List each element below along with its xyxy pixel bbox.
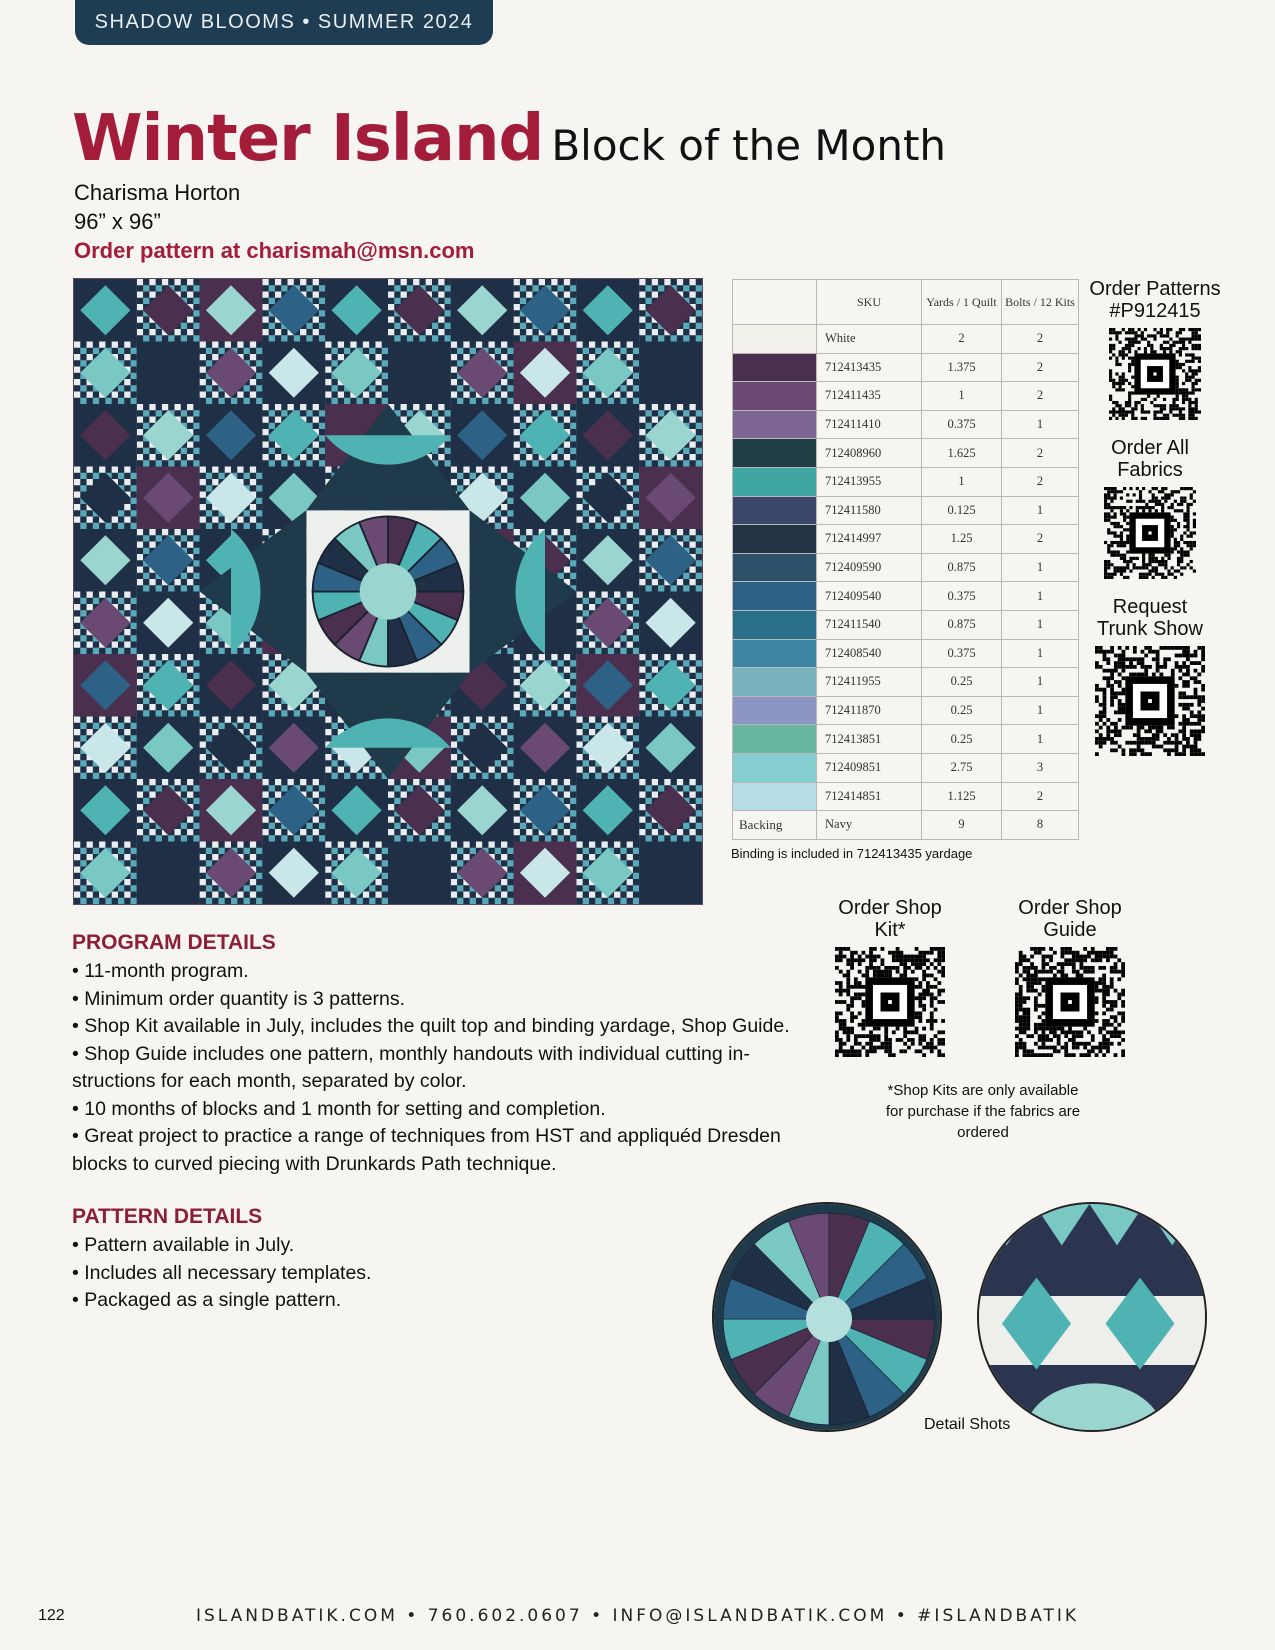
fabric-swatch (733, 439, 817, 468)
detail-shots-caption: Detail Shots (924, 1416, 1011, 1433)
sku-cell: 712411435 (817, 382, 922, 411)
order-fabrics-label: Order All Fabrics (1111, 437, 1189, 481)
bolts-cell: 2 (1002, 525, 1079, 554)
bolts-cell: 2 (1002, 467, 1079, 496)
sku-cell: 712413955 (817, 467, 922, 496)
fabric-swatch (733, 553, 817, 582)
fabric-swatch: Backing (733, 811, 817, 840)
fabric-swatch (733, 410, 817, 439)
table-row (733, 353, 1079, 382)
fabric-swatch (733, 582, 817, 611)
yards-cell: 1.25 (922, 525, 1002, 554)
bolts-cell: 1 (1002, 496, 1079, 525)
sku-cell: 712411955 (817, 668, 922, 697)
yards-cell: 1.125 (922, 782, 1002, 811)
yards-cell: 0.125 (922, 496, 1002, 525)
order-shop-guide-qr-block[interactable] (1000, 897, 1140, 1062)
yards-cell: 1 (922, 382, 1002, 411)
order-patterns-qr-icon[interactable] (1109, 328, 1201, 420)
sku-cell: 712408540 (817, 639, 922, 668)
program-details-list (72, 958, 792, 1178)
bolts-cell: 1 (1002, 553, 1079, 582)
sku-cell: 712414997 (817, 525, 922, 554)
bolts-cell: 2 (1002, 782, 1079, 811)
yards-cell: 0.25 (922, 696, 1002, 725)
list-item: • Pattern available in July. (72, 1234, 295, 1256)
detail-shot-blocks (977, 1202, 1207, 1432)
pattern-details-heading: PATTERN DETAILS (72, 1205, 263, 1228)
table-row (733, 610, 1079, 639)
table-row (733, 811, 1079, 840)
bolts-cell: 2 (1002, 439, 1079, 468)
page-title (72, 102, 946, 176)
table-row (733, 439, 1079, 468)
list-item: • 11-month program. (72, 960, 249, 982)
table-row (733, 467, 1079, 496)
sku-cell: 712411410 (817, 410, 922, 439)
order-shop-guide-label: Order Shop Guide (1018, 897, 1122, 941)
table-row (733, 582, 1079, 611)
order-email-link[interactable]: Order pattern at charismah@msn.com (74, 238, 475, 263)
bolts-cell: 1 (1002, 696, 1079, 725)
sku-cell: 712414851 (817, 782, 922, 811)
yards-cell: 0.25 (922, 668, 1002, 697)
fabric-swatch (733, 668, 817, 697)
bolts-cell: 3 (1002, 753, 1079, 782)
table-row (733, 725, 1079, 754)
list-item: • Packaged as a single pattern. (72, 1289, 342, 1311)
sku-cell: 712411580 (817, 496, 922, 525)
list-item: • Great project to practice a range of techniques from HST and appliquéd Dresden blocks to curved piecing with Drunkards Path technique. (72, 1125, 781, 1175)
sku-cell: White (817, 325, 922, 354)
fabric-swatch (733, 782, 817, 811)
order-fabrics-qr-block[interactable] (1095, 437, 1205, 584)
designer-info (74, 178, 474, 265)
table-row (733, 668, 1079, 697)
yards-cell: 0.25 (922, 725, 1002, 754)
yards-cell: 2.75 (922, 753, 1002, 782)
request-trunk-show-label: Request Trunk Show (1097, 596, 1203, 640)
table-row (733, 753, 1079, 782)
table-row (733, 639, 1079, 668)
yards-cell: 1.625 (922, 439, 1002, 468)
fabric-swatch (733, 610, 817, 639)
sku-cell: 712411870 (817, 696, 922, 725)
order-shop-kit-qr-block[interactable] (835, 897, 945, 1062)
list-item: • 10 months of blocks and 1 month for setting and completion. (72, 1097, 606, 1120)
page-number: 122 (38, 1607, 65, 1624)
order-shop-kit-qr-icon[interactable] (835, 947, 945, 1057)
designer-name: Charisma Horton (74, 180, 241, 205)
bolts-cell: 2 (1002, 353, 1079, 382)
fabric-swatch (733, 325, 817, 354)
fabric-swatch (733, 496, 817, 525)
table-header-row (733, 280, 1079, 325)
yards-cell: 0.375 (922, 582, 1002, 611)
table-row (733, 382, 1079, 411)
order-patterns-label: Order Patterns #P912415 (1089, 278, 1221, 322)
bolts-cell: 1 (1002, 582, 1079, 611)
bolts-cell: 2 (1002, 325, 1079, 354)
sku-cell: 712413851 (817, 725, 922, 754)
program-details-heading: PROGRAM DETAILS (72, 931, 276, 954)
fabric-swatch (733, 696, 817, 725)
yards-column-header: Yards / 1 Quilt (922, 280, 1002, 325)
fabric-swatch (733, 353, 817, 382)
table-row (733, 410, 1079, 439)
fabric-swatch (733, 467, 817, 496)
yards-cell: 2 (922, 325, 1002, 354)
yards-cell: 0.875 (922, 610, 1002, 639)
shop-kit-note: *Shop Kits are only available for purchase if the fabrics are ordered (885, 1082, 1081, 1141)
bolts-cell: 1 (1002, 639, 1079, 668)
bolts-cell: 1 (1002, 668, 1079, 697)
list-item: • Includes all necessary templates. (72, 1261, 372, 1284)
request-trunk-show-qr-block[interactable] (1085, 596, 1215, 761)
yards-cell: 0.875 (922, 553, 1002, 582)
request-trunk-show-qr-icon[interactable] (1095, 646, 1205, 756)
sku-cell: 712411540 (817, 610, 922, 639)
yards-cell: 0.375 (922, 410, 1002, 439)
table-row (733, 496, 1079, 525)
yards-cell: 1.375 (922, 353, 1002, 382)
order-fabrics-qr-icon[interactable] (1104, 487, 1196, 579)
quilt-name: Winter Island (72, 102, 544, 176)
table-row (733, 325, 1079, 354)
fabric-swatch (733, 639, 817, 668)
fabric-swatch (733, 753, 817, 782)
bolts-column-header: Bolts / 12 Kits (1002, 280, 1079, 325)
fabric-swatch (733, 725, 817, 754)
table-row (733, 782, 1079, 811)
quilt-subtitle: Block of the Month (551, 121, 947, 170)
table-row (733, 696, 1079, 725)
bolts-cell: 1 (1002, 610, 1079, 639)
sku-cell: Navy (817, 811, 922, 840)
binding-note: Binding is included in 712413435 yardage (731, 846, 973, 861)
sku-column-header: SKU (817, 280, 922, 325)
bolts-cell: 2 (1002, 382, 1079, 411)
sku-cell: 712409851 (817, 753, 922, 782)
table-row (733, 525, 1079, 554)
order-patterns-qr-block[interactable] (1085, 278, 1225, 425)
yards-cell: 0.375 (922, 639, 1002, 668)
footer-contact: ISLANDBATIK.COM • 760.602.0607 • INFO@ISLANDBATIK.COM • #ISLANDBATIK (195, 1606, 1080, 1626)
pattern-details-list (72, 1232, 672, 1315)
list-item: • Shop Guide includes one pattern, monthly handouts with individual cutting instructions for each month, separated by color. (72, 1042, 750, 1092)
fabric-requirements-table (732, 279, 1079, 840)
list-item: • Shop Kit available in July, includes the quilt top and binding yardage, Shop Guide. (72, 1015, 790, 1037)
order-shop-guide-qr-icon[interactable] (1010, 947, 1130, 1057)
quilt-image (73, 278, 703, 905)
sku-cell: 712408960 (817, 439, 922, 468)
list-item: • Minimum order quantity is 3 patterns. (72, 987, 406, 1010)
fabric-swatch (733, 382, 817, 411)
sku-cell: 712409590 (817, 553, 922, 582)
sku-cell: 712413435 (817, 353, 922, 382)
swatch-column-header (733, 280, 817, 325)
detail-shot-dresden (712, 1202, 942, 1432)
bolts-cell: 8 (1002, 811, 1079, 840)
order-shop-kit-label: Order Shop Kit* (838, 897, 942, 941)
yards-cell: 9 (922, 811, 1002, 840)
fabric-swatch (733, 525, 817, 554)
yards-cell: 1 (922, 467, 1002, 496)
catalog-banner: SHADOW BLOOMS • SUMMER 2024 (75, 0, 493, 45)
bolts-cell: 1 (1002, 410, 1079, 439)
sku-cell: 712409540 (817, 582, 922, 611)
bolts-cell: 1 (1002, 725, 1079, 754)
quilt-size: 96” x 96” (74, 209, 161, 234)
table-row (733, 553, 1079, 582)
